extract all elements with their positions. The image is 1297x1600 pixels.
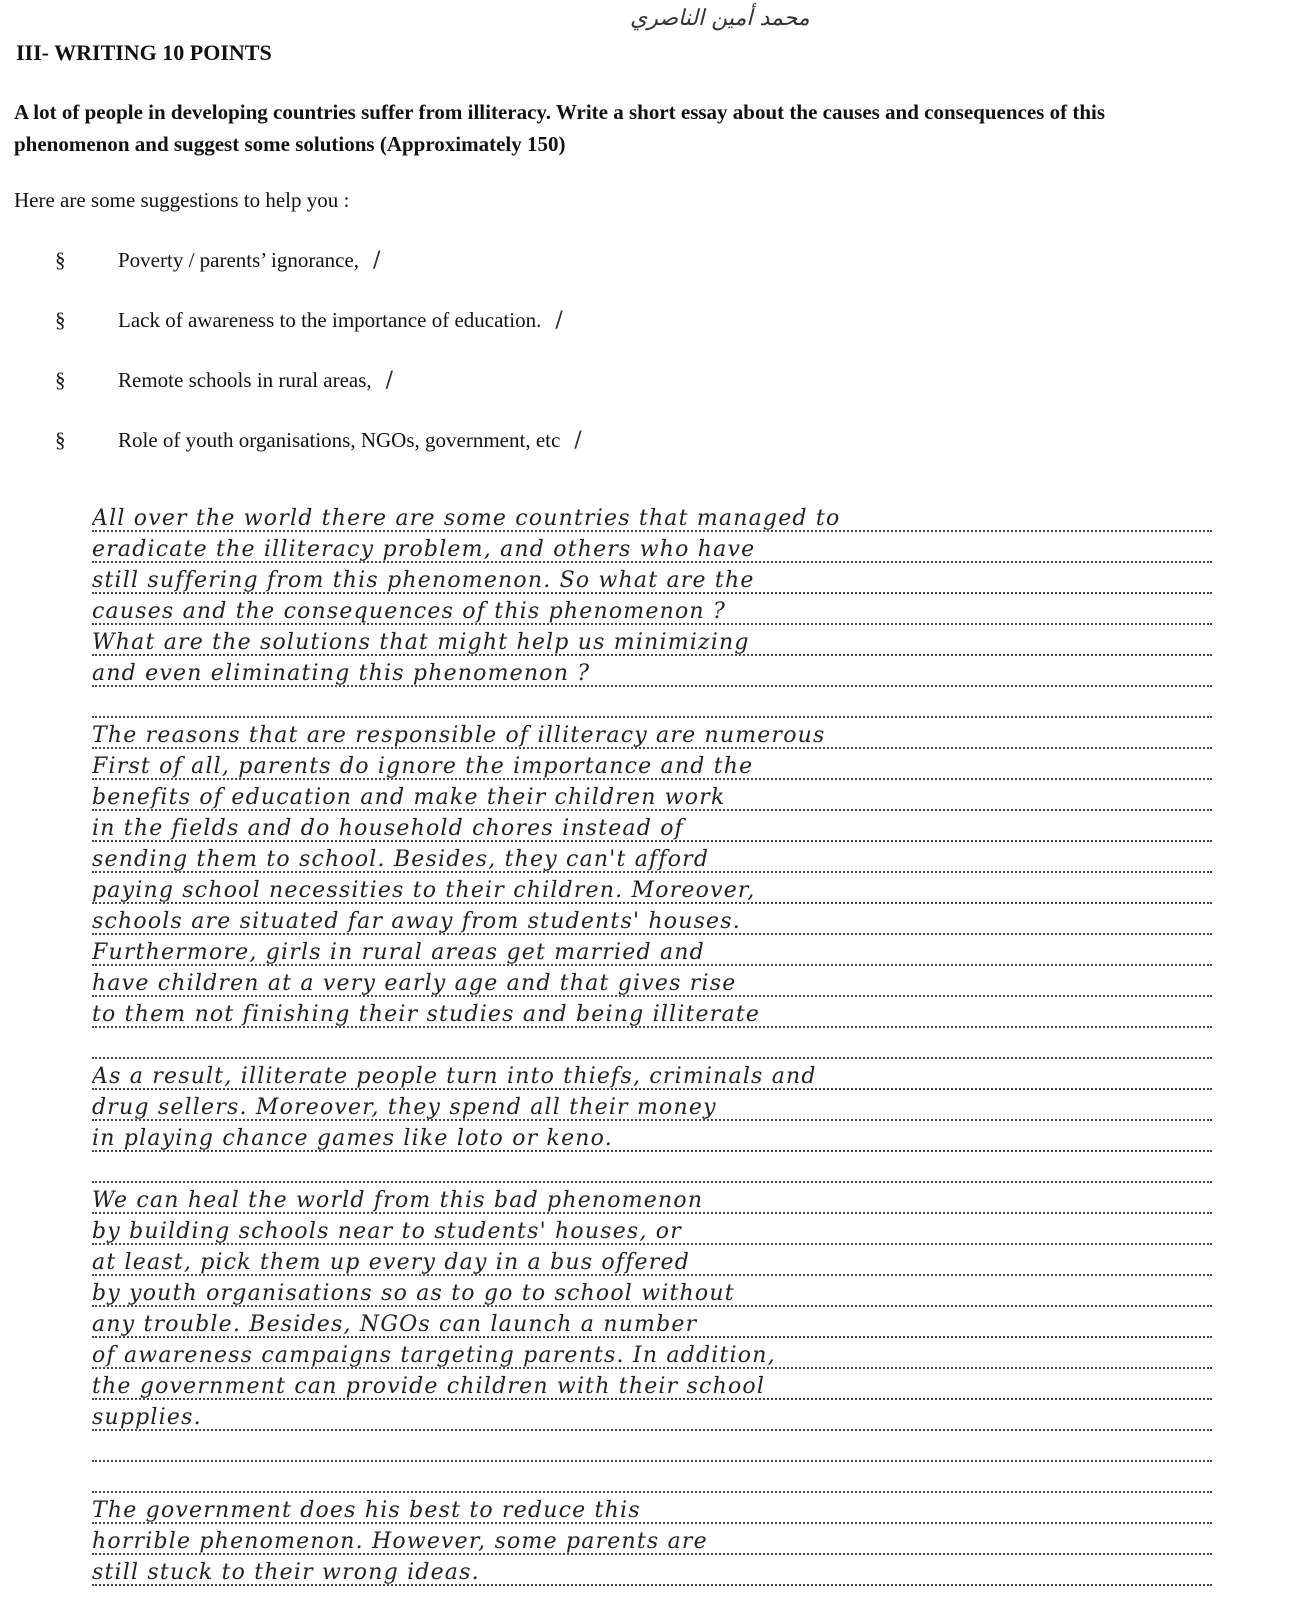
essay-line-text: by building schools near to students' houses, or: [92, 1219, 682, 1244]
suggestion-item: [55, 308, 582, 368]
essay-line-text: still suffering from this phenomenon. So what are the: [92, 568, 755, 593]
essay-line: [92, 1188, 1252, 1219]
essay-line-text: As a result, illiterate people turn into thiefs, criminals and: [92, 1064, 817, 1089]
essay-line: [92, 878, 1252, 909]
essay-line-text: supplies.: [92, 1405, 202, 1430]
essay-line-text: have children at a very early age and that gives rise: [92, 971, 737, 996]
essay-line-text: Furthermore, girls in rural areas get married and: [92, 940, 705, 965]
essay-line: [92, 1095, 1252, 1126]
essay-line: [92, 847, 1252, 878]
essay-line: [92, 692, 1252, 723]
essay-line-text: and even eliminating this phenomenon ?: [92, 661, 591, 686]
essay-line: [92, 1219, 1252, 1250]
suggestion-item: [55, 248, 582, 308]
suggestion-text: Poverty / parents’ ignorance,: [118, 248, 360, 272]
essay-line: [92, 1374, 1252, 1405]
section-title: III- WRITING 10 POINTS: [16, 40, 272, 65]
suggestion-item: [55, 368, 582, 428]
essay-line-text: eradicate the illiteracy problem, and others who have: [92, 537, 756, 562]
essay-line-text: the government can provide children with their school: [92, 1374, 766, 1399]
essay-line: [92, 1157, 1252, 1188]
suggestions-intro: Here are some suggestions to help you :: [14, 188, 350, 212]
suggestion-item: [55, 428, 582, 488]
essay-line-text: The government does his best to reduce this: [92, 1498, 641, 1523]
essay-line: [92, 568, 1252, 599]
essay-line: [92, 816, 1252, 847]
essay-line: [92, 785, 1252, 816]
section-sign-bullet: §: [55, 248, 66, 272]
essay-line-text: horrible phenomenon. However, some parents are: [92, 1529, 708, 1554]
essay-prompt: A lot of people in developing countries suffer from illiteracy. Write a short essay about the causes and consequences of this phenomenon and suggest some solutions (Approximately 150): [14, 100, 1106, 156]
essay-line: [92, 1250, 1252, 1281]
student-signature: محمد أمين الناصري: [630, 6, 810, 31]
essay-line: [92, 1033, 1252, 1064]
essay-line: [92, 1529, 1252, 1560]
essay-line: [92, 940, 1252, 971]
tick-mark: /: [574, 428, 582, 453]
essay-line: [92, 1281, 1252, 1312]
essay-line: [92, 599, 1252, 630]
essay-line-text: causes and the consequences of this phenomenon ?: [92, 599, 726, 624]
essay-line-text: by youth organisations so as to go to school without: [92, 1281, 735, 1306]
essay-line-text: at least, pick them up every day in a bus offered: [92, 1250, 690, 1275]
section-sign-bullet: §: [55, 368, 66, 392]
essay-line: [92, 1126, 1252, 1157]
essay-line: [92, 1467, 1252, 1498]
essay-line-text: benefits of education and make their children work: [92, 785, 726, 810]
essay-line-text: paying school necessities to their children. Moreover,: [92, 878, 756, 903]
essay-line-text: The reasons that are responsible of illiteracy are numerous: [92, 723, 826, 748]
essay-line: [92, 1436, 1252, 1467]
essay-line: [92, 506, 1252, 537]
tick-mark: /: [373, 248, 381, 273]
essay-line: [92, 1343, 1252, 1374]
essay-line: [92, 1498, 1252, 1529]
essay-line-text: in playing chance games like loto or keno.: [92, 1126, 613, 1151]
suggestion-text: Remote schools in rural areas,: [118, 368, 372, 392]
suggestion-text: Role of youth organisations, NGOs, government, etc: [118, 428, 561, 452]
suggestion-list: [55, 248, 582, 488]
suggestion-text: Lack of awareness to the importance of education.: [118, 308, 542, 332]
essay-line: [92, 1405, 1252, 1436]
essay-line-text: All over the world there are some countries that managed to: [92, 506, 841, 531]
essay-line-text: drug sellers. Moreover, they spend all their money: [92, 1095, 717, 1120]
essay-line: [92, 723, 1252, 754]
essay-line-text: What are the solutions that might help us minimizing: [92, 630, 750, 655]
essay-line: [92, 971, 1252, 1002]
essay-line-text: We can heal the world from this bad phenomenon: [92, 1188, 704, 1213]
section-sign-bullet: §: [55, 428, 66, 452]
section-sign-bullet: §: [55, 308, 66, 332]
tick-mark: /: [385, 368, 394, 393]
handwritten-essay: [92, 506, 1252, 1591]
essay-line: [92, 537, 1252, 568]
essay-line: [92, 661, 1252, 692]
essay-line-text: First of all, parents do ignore the importance and the: [92, 754, 754, 779]
essay-line-text: in the fields and do household chores instead of: [92, 816, 685, 841]
essay-line: [92, 909, 1252, 940]
essay-line: [92, 754, 1252, 785]
essay-line: [92, 1312, 1252, 1343]
essay-line-text: sending them to school. Besides, they can't afford: [92, 847, 710, 872]
essay-line: [92, 630, 1252, 661]
essay-line: [92, 1002, 1252, 1033]
essay-line-text: any trouble. Besides, NGOs can launch a number: [92, 1312, 698, 1337]
essay-line: [92, 1560, 1252, 1591]
essay-line-text: of awareness campaigns targeting parents. In addition,: [92, 1343, 776, 1368]
essay-line: [92, 1064, 1252, 1095]
essay-line-text: schools are situated far away from students' houses.: [92, 909, 741, 934]
essay-line-text: still stuck to their wrong ideas.: [92, 1560, 480, 1585]
essay-line-text: to them not finishing their studies and being illiterate: [92, 1002, 761, 1027]
tick-mark: /: [555, 308, 563, 333]
